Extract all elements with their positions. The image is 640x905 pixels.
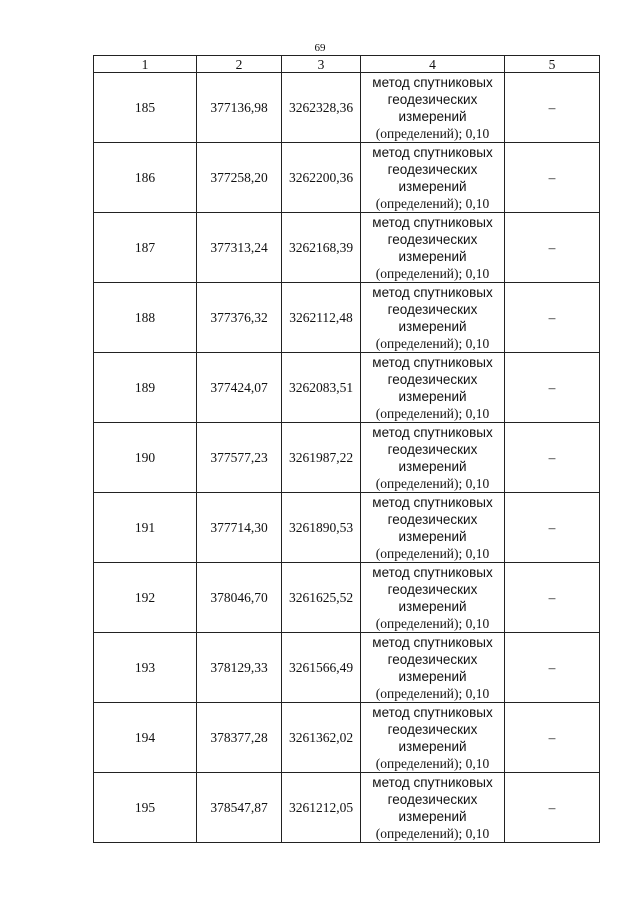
method-text-line: метод спутниковых [372, 774, 493, 790]
x-coordinate-cell: 377136,98 [197, 73, 282, 143]
method-cell [361, 773, 505, 843]
method-text-line: измерений [398, 738, 467, 754]
x-coordinate-cell: 378547,87 [197, 773, 282, 843]
method-accuracy-line: (определений); 0,10 [375, 755, 490, 771]
y-coordinate-cell: 3262200,36 [282, 143, 361, 213]
method-text-line: геодезических [387, 581, 478, 597]
method-text-line: измерений [398, 318, 467, 334]
method-accuracy-line: (определений); 0,10 [375, 405, 490, 421]
note-cell: – [505, 773, 600, 843]
point-number-cell: 190 [94, 423, 197, 493]
method-text-line: геодезических [387, 721, 478, 737]
method-text-line: геодезических [387, 651, 478, 667]
point-number-cell: 194 [94, 703, 197, 773]
method-text-line: метод спутниковых [372, 704, 493, 720]
method-text-line: метод спутниковых [372, 354, 493, 370]
coordinates-table [93, 55, 600, 843]
y-coordinate-cell: 3262168,39 [282, 213, 361, 283]
y-coordinate-cell: 3262328,36 [282, 73, 361, 143]
method-cell [361, 563, 505, 633]
method-text-line: метод спутниковых [372, 494, 493, 510]
method-accuracy-line: (определений); 0,10 [375, 545, 490, 561]
table-row [94, 703, 600, 773]
method-text-line: метод спутниковых [372, 144, 493, 160]
note-cell: – [505, 143, 600, 213]
y-coordinate-cell: 3261890,53 [282, 493, 361, 563]
table-row [94, 73, 600, 143]
note-cell: – [505, 633, 600, 703]
table-row [94, 143, 600, 213]
method-text-line: измерений [398, 388, 467, 404]
column-header-x: 2 [197, 56, 282, 73]
method-cell [361, 353, 505, 423]
point-number-cell: 187 [94, 213, 197, 283]
note-cell: – [505, 493, 600, 563]
table-row [94, 283, 600, 353]
method-accuracy-line: (определений); 0,10 [375, 615, 490, 631]
x-coordinate-cell: 378377,28 [197, 703, 282, 773]
point-number-cell: 191 [94, 493, 197, 563]
method-text-line: метод спутниковых [372, 564, 493, 580]
method-text-line: геодезических [387, 371, 478, 387]
method-text-line: геодезических [387, 441, 478, 457]
method-text-line: метод спутниковых [372, 214, 493, 230]
method-text-line: измерений [398, 108, 467, 124]
method-text-line: геодезических [387, 511, 478, 527]
table-row [94, 423, 600, 493]
x-coordinate-cell: 377714,30 [197, 493, 282, 563]
column-header-y: 3 [282, 56, 361, 73]
note-cell: – [505, 703, 600, 773]
method-accuracy-line: (определений); 0,10 [375, 265, 490, 281]
method-text-line: геодезических [387, 231, 478, 247]
x-coordinate-cell: 377577,23 [197, 423, 282, 493]
method-text-line: метод спутниковых [372, 74, 493, 90]
method-text-line: измерений [398, 458, 467, 474]
note-cell: – [505, 353, 600, 423]
column-header-method: 4 [361, 56, 505, 73]
x-coordinate-cell: 377424,07 [197, 353, 282, 423]
table-row [94, 633, 600, 703]
column-header-note: 5 [505, 56, 600, 73]
note-cell: – [505, 283, 600, 353]
y-coordinate-cell: 3261212,05 [282, 773, 361, 843]
note-cell: – [505, 563, 600, 633]
point-number-cell: 185 [94, 73, 197, 143]
method-text-line: измерений [398, 808, 467, 824]
method-text-line: измерений [398, 598, 467, 614]
method-accuracy-line: (определений); 0,10 [375, 475, 490, 491]
point-number-cell: 195 [94, 773, 197, 843]
table-row [94, 563, 600, 633]
method-text-line: измерений [398, 248, 467, 264]
method-text-line: измерений [398, 528, 467, 544]
method-text-line: геодезических [387, 301, 478, 317]
method-cell [361, 213, 505, 283]
y-coordinate-cell: 3261987,22 [282, 423, 361, 493]
method-text-line: геодезических [387, 791, 478, 807]
point-number-cell: 189 [94, 353, 197, 423]
x-coordinate-cell: 378129,33 [197, 633, 282, 703]
method-text-line: метод спутниковых [372, 424, 493, 440]
method-text-line: геодезических [387, 161, 478, 177]
method-cell [361, 423, 505, 493]
method-text-line: измерений [398, 668, 467, 684]
note-cell: – [505, 73, 600, 143]
method-text-line: метод спутниковых [372, 284, 493, 300]
point-number-cell: 192 [94, 563, 197, 633]
method-cell [361, 633, 505, 703]
method-accuracy-line: (определений); 0,10 [375, 125, 490, 141]
method-cell [361, 143, 505, 213]
method-cell [361, 283, 505, 353]
y-coordinate-cell: 3261362,02 [282, 703, 361, 773]
method-cell [361, 493, 505, 563]
method-text-line: измерений [398, 178, 467, 194]
table-header-row [94, 56, 600, 73]
method-cell [361, 703, 505, 773]
y-coordinate-cell: 3261566,49 [282, 633, 361, 703]
table-row [94, 773, 600, 843]
method-accuracy-line: (определений); 0,10 [375, 825, 490, 841]
table-row [94, 493, 600, 563]
table-row [94, 213, 600, 283]
x-coordinate-cell: 378046,70 [197, 563, 282, 633]
note-cell: – [505, 213, 600, 283]
method-text-line: геодезических [387, 91, 478, 107]
table-row [94, 353, 600, 423]
y-coordinate-cell: 3262083,51 [282, 353, 361, 423]
page-number: 69 [314, 42, 326, 54]
method-text-line: метод спутниковых [372, 634, 493, 650]
method-accuracy-line: (определений); 0,10 [375, 685, 490, 701]
method-accuracy-line: (определений); 0,10 [375, 195, 490, 211]
point-number-cell: 186 [94, 143, 197, 213]
y-coordinate-cell: 3262112,48 [282, 283, 361, 353]
method-cell [361, 73, 505, 143]
method-accuracy-line: (определений); 0,10 [375, 335, 490, 351]
column-header-point: 1 [94, 56, 197, 73]
note-cell: – [505, 423, 600, 493]
x-coordinate-cell: 377258,20 [197, 143, 282, 213]
point-number-cell: 188 [94, 283, 197, 353]
y-coordinate-cell: 3261625,52 [282, 563, 361, 633]
point-number-cell: 193 [94, 633, 197, 703]
table-body [94, 73, 600, 843]
x-coordinate-cell: 377313,24 [197, 213, 282, 283]
x-coordinate-cell: 377376,32 [197, 283, 282, 353]
